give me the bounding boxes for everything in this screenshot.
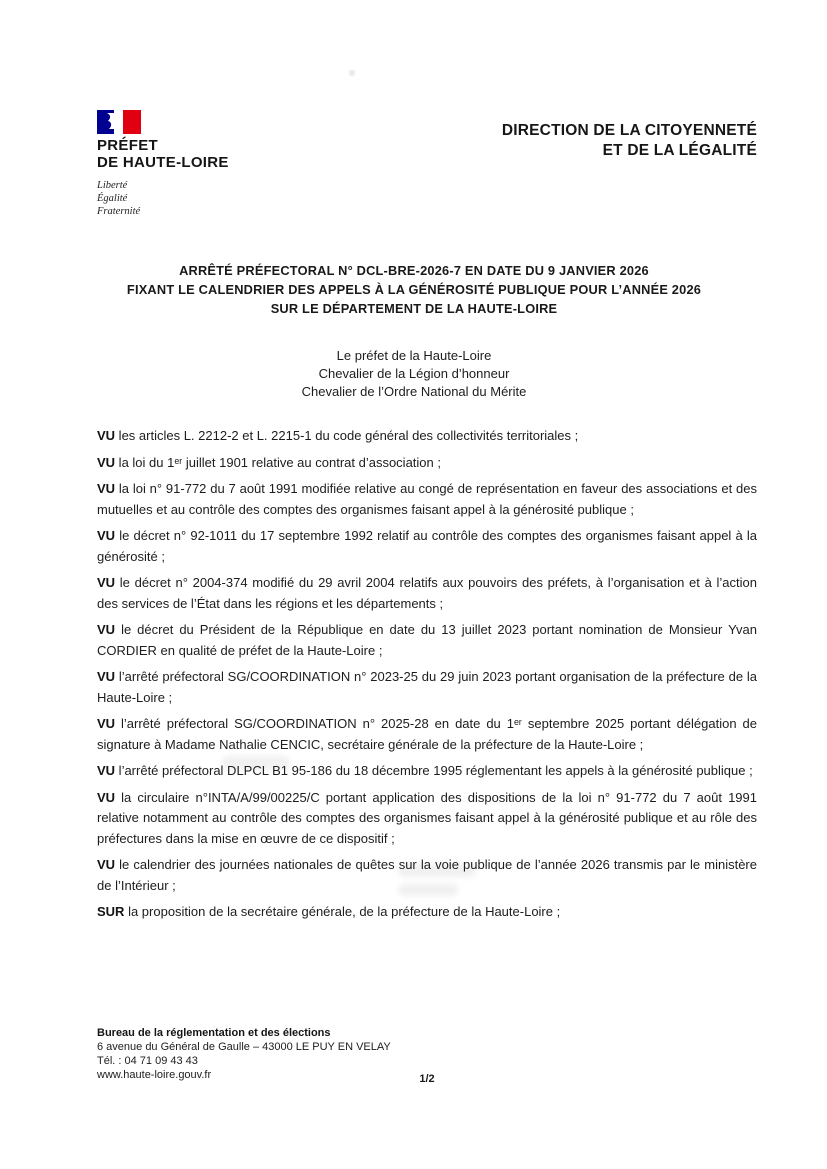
vu-prefix: VU	[97, 789, 116, 805]
vu-prefix: VU	[97, 428, 116, 443]
footer-phone: Tél. : 04 71 09 43 43	[97, 1055, 198, 1067]
republic-motto	[97, 179, 287, 218]
page-number: 1/2	[419, 1073, 435, 1085]
vu-text: l’arrêté préfectoral SG/COORDINATION n° 2023-25 du 29 juin 2023 portant organisation de la préfecture de la Haute-Loire ;	[97, 669, 757, 705]
decree-paragraph	[97, 453, 757, 474]
vu-text: la proposition de la secrétaire générale, de la préfecture de la Haute-Loire ;	[124, 904, 561, 919]
decree-paragraph	[97, 573, 757, 614]
direction-header	[502, 121, 757, 161]
vu-prefix: VU	[97, 481, 116, 496]
vu-prefix: VU	[97, 669, 116, 684]
vu-text: l’arrêté préfectoral DLPCL B1 95-186 du 18 décembre 1995 réglementant les appels à la générosité publique ;	[115, 763, 753, 778]
vu-text: le calendrier des journées nationales de quêtes sur la voie publique de l’année 2026 transmis par le ministère de l’Intérieur ;	[97, 857, 757, 893]
scan-artifact-dot	[349, 70, 355, 76]
decree-paragraph	[97, 788, 757, 850]
decree-paragraph	[97, 620, 757, 661]
decree-paragraph	[97, 667, 757, 708]
decree-paragraph	[97, 526, 757, 567]
motto-egalite: Égalité	[97, 193, 128, 204]
vu-prefix: SUR	[97, 904, 125, 919]
vu-prefix: VU	[97, 454, 116, 470]
decree-paragraph	[97, 902, 757, 923]
vu-text: le décret n° 92-1011 du 17 septembre 1992 relatif au contrôle des comptes des organismes faisant appel à la générosité ;	[97, 528, 757, 564]
decree-title-line3: SUR LE DÉPARTEMENT DE LA HAUTE-LOIRE	[270, 301, 558, 316]
decree-paragraph	[97, 714, 757, 755]
footer-address: 6 avenue du Général de Gaulle – 43000 LE PUY EN VELAY	[97, 1041, 391, 1053]
body-paragraphs	[97, 426, 757, 929]
vu-prefix: VU	[97, 528, 116, 543]
decree-paragraph	[97, 479, 757, 520]
issuer-line3: Chevalier de l’Ordre National du Mérite	[301, 384, 527, 399]
footer-website: www.haute-loire.gouv.fr	[97, 1069, 212, 1081]
vu-text: la loi n° 91-772 du 7 août 1991 modifiée relative au congé de représentation en faveur des associations et des mutuelles et au contrôle des comptes des organismes faisant appel à la générosité publique ;	[97, 481, 757, 517]
french-flag-icon	[97, 110, 141, 134]
decree-title	[84, 261, 744, 318]
prefecture-logo-block	[97, 110, 287, 218]
agency-name-line1: PRÉFET	[97, 137, 158, 154]
vu-prefix: VU	[97, 622, 116, 637]
footer-office: Bureau de la réglementation et des élections	[97, 1027, 331, 1039]
vu-prefix: VU	[97, 575, 116, 590]
decree-paragraph	[97, 761, 757, 782]
decree-paragraph	[97, 855, 757, 896]
vu-text: le décret n° 2004-374 modifié du 29 avril 2004 relatifs aux pouvoirs des préfets, à l’organisation et à l’action des services de l’État dans les régions et les départements ;	[97, 575, 757, 611]
vu-prefix: VU	[97, 857, 116, 872]
motto-fraternite: Fraternité	[97, 206, 141, 217]
decree-title-line2: FIXANT LE CALENDRIER DES APPELS À LA GÉNÉROSITÉ PUBLIQUE POUR L’ANNÉE 2026	[126, 282, 702, 297]
decree-title-line1: ARRÊTÉ PRÉFECTORAL N° DCL-BRE-2026-7 EN DATE DU 9 JANVIER 2026	[179, 263, 649, 278]
vu-prefix: VU	[97, 763, 116, 778]
direction-line2: ET DE LA LÉGALITÉ	[602, 142, 757, 159]
vu-text: la loi du 1ᵉʳ juillet 1901 relative au contrat d’association ;	[115, 454, 441, 470]
issuer-line1: Le préfet de la Haute-Loire	[336, 348, 492, 363]
motto-liberte: Liberté	[97, 180, 128, 191]
issuer-line2: Chevalier de la Légion d’honneur	[318, 366, 510, 381]
vu-prefix: VU	[97, 716, 116, 731]
direction-line1: DIRECTION DE LA CITOYENNETÉ	[501, 122, 757, 139]
vu-text: les articles L. 2212-2 et L. 2215-1 du code général des collectivités territoriales ;	[115, 428, 579, 443]
agency-name-line2: DE HAUTE-LOIRE	[97, 154, 229, 171]
issuer-titles	[84, 347, 744, 401]
decree-paragraph	[97, 426, 757, 447]
vu-text: le décret du Président de la République en date du 13 juillet 2023 portant nomination de Monsieur Yvan CORDIER en qualité de préfet de la Haute-Loire ;	[97, 622, 757, 658]
vu-text: l’arrêté préfectoral SG/COORDINATION n° 2025-28 en date du 1ᵉʳ septembre 2025 portant délégation de signature à Madame Nathalie CENCIC, secrétaire générale de la préfecture de la Haute-Loire ;	[97, 716, 757, 752]
vu-text: la circulaire n°INTA/A/99/00225/C portant application des dispositions de la loi n° 91-772 du 7 août 1991 relative notamment au contrôle des comptes des organismes faisant appel à la générosité publique et au rôle des préfectures dans la mise en œuvre de ce dispositif ;	[97, 789, 757, 846]
